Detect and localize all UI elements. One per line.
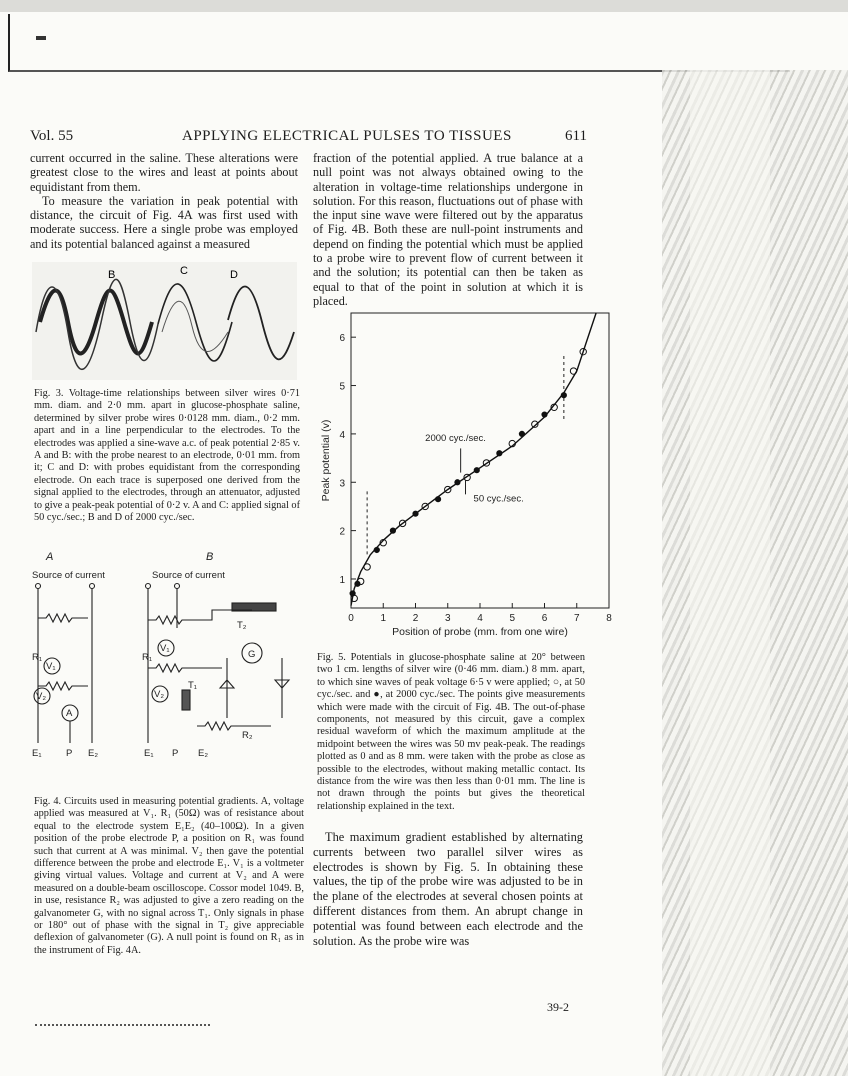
x-tick-label: 4: [477, 613, 483, 624]
r2-label: R₂: [242, 730, 253, 741]
figure-3-oscillogram: [32, 262, 297, 380]
data-point-2000: [519, 431, 524, 436]
x-tick-label: 0: [348, 613, 354, 624]
data-point-2000: [374, 547, 379, 552]
data-point-2000: [455, 480, 460, 485]
transformer-t1: [182, 690, 190, 710]
annotation-2000: 2000 cyc./sec.: [425, 433, 486, 445]
t2-label: T₂: [237, 620, 247, 631]
data-point-50: [570, 368, 576, 374]
y-tick-label: 4: [339, 429, 345, 441]
circuit-a-label: A: [46, 551, 54, 563]
figure-4-circuits: [32, 548, 302, 788]
fig3-label-b: B: [108, 269, 116, 281]
data-point-2000: [355, 581, 360, 586]
y-tick-label: 2: [339, 526, 345, 538]
page-number: 611: [565, 128, 587, 144]
right-column-text: [313, 151, 583, 308]
e1-label-b: E₁: [144, 748, 154, 759]
scan-right-edge-fade: [690, 70, 770, 1076]
theory-curve: [351, 313, 596, 606]
figure-5-caption: [317, 652, 585, 813]
r1-label-b: R₁: [142, 652, 153, 663]
fig3-label-c: C: [180, 265, 188, 277]
data-point-2000: [474, 468, 479, 473]
p-label-b: P: [172, 748, 179, 759]
data-point-2000: [413, 511, 418, 516]
data-point-2000: [561, 393, 566, 398]
annotation-50: 50 cyc./sec.: [473, 493, 524, 505]
volume: Vol. 55: [30, 128, 74, 144]
scan-mark: [36, 36, 46, 40]
source-b-label: Source of current: [152, 570, 225, 581]
x-tick-label: 7: [573, 613, 580, 624]
scan-top-edge: [0, 0, 848, 12]
data-point-2000: [390, 528, 395, 533]
x-tick-label: 5: [509, 613, 516, 624]
paragraph: To measure the variation in peak potential with distance, the circuit of Fig. 4A was first used with moderate success. Here a single probe was employed and its potential balanced against a measured: [30, 193, 298, 251]
running-header: [30, 128, 610, 148]
x-axis-label: Position of probe (mm. from one wire): [392, 626, 568, 638]
v2-label-b: V₂: [154, 689, 165, 700]
p-label-a: P: [66, 748, 73, 759]
e1-label-a: E₁: [32, 748, 42, 759]
running-title: APPLYING ELECTRICAL PULSES TO TISSUES: [182, 128, 512, 144]
caption-text: Fig. 4. Circuits used in measuring potential gradients. A, voltage applied was measured at V₁. R₁ (50Ω) was of resistance about equal to the electrode system E₁E₂ (40–100Ω). In a given position of the probe electrode P, a position on R₁ was found such that current at A was minimal. V₂ then gave the potential difference between the probe and electrode E₁. V₁ is a voltmeter giving virtual values. Voltage and current at V₂ and A were measured on a double-beam oscilloscope. Cossor model 1049. B, in use, resistance R₂ was adjusted to give a zero reading on the galvanometer G, with no signal across T₁. Only signals in phase or 180° out of phase with the signal in T₂ give appreciable deflexion of galvanometer (G). A null point is found on R₁ as in the instrument of Fig. 4A.: [34, 796, 304, 956]
figure-4-caption: [34, 796, 304, 957]
y-tick-label: 5: [339, 381, 345, 393]
x-tick-label: 1: [380, 613, 387, 624]
scan-bottom-mark: [35, 1020, 210, 1026]
x-tick-label: 6: [541, 613, 548, 624]
trace-c-thin: [162, 301, 228, 351]
a-label: A: [66, 708, 73, 719]
left-column-text: [30, 151, 298, 251]
v1-label: V₁: [46, 661, 56, 672]
scan-frame: [8, 14, 790, 72]
footer-signature: 39-2: [547, 1000, 569, 1014]
x-tick-label: 3: [444, 613, 451, 624]
circuit-b-label: B: [206, 551, 214, 563]
t1-label: T₁: [188, 680, 198, 691]
y-tick-label: 1: [339, 574, 345, 586]
data-point-50: [364, 564, 370, 570]
v2-label: V₂: [36, 691, 47, 702]
right-column-text-2: [313, 830, 583, 948]
data-point-2000: [350, 591, 355, 596]
fig3-label-d: D: [230, 269, 238, 281]
data-point-2000: [542, 412, 547, 417]
figure-3-caption: [34, 388, 300, 524]
y-tick-label: 6: [339, 333, 345, 345]
y-tick-label: 3: [339, 478, 345, 490]
x-tick-label: 2: [412, 613, 419, 624]
g-label: G: [248, 649, 256, 660]
caption-text: Fig. 5. Potentials in glucose-phosphate saline at 20° between two 1 cm. lengths of silver wire (0·46 mm. diam.) 8 mm. apart, to which sine waves of peak voltage 6·5 v were applied; ○, at 50 cyc./sec. and ●, at 2000 cyc./sec. The points give measurements which were made with the circuit of Fig. 4B. The out-of-phase components, not measured by this circuit, gave a complex residual waveform of which the maximum amplitude at the midpoint between the wires was 50 mv peak-peak. The readings plotted as 0 and as 8 mm. were taken with the probe as close as possible to the electrodes, without making metallic contact. Its distance from the wire was then less than 0·01 mm. The line is not drawn through the points but gives the theoretical relationship explained in the text.: [317, 652, 585, 812]
x-tick-label: 8: [606, 613, 612, 624]
data-point-2000: [497, 451, 502, 456]
data-point-2000: [435, 497, 440, 502]
source-a-label: Source of current: [32, 570, 105, 581]
caption-text: Fig. 3. Voltage-time relationships between silver wires 0·71 mm. diam. and 2·0 mm. apart in glucose-phosphate saline, determined by silver probe wires 0·0128 mm. diam., 0·2 mm. apart and in a line perpendicular to the electrodes. To the electrodes was applied a sine-wave a.c. of peak potential 2·85 v. A and B: with the probe nearest to an electrode, 0·01 mm. from it; C and D: with probes equidistant from the corresponding electrode. On each trace is superposed one derived from the signal applied to the electrodes, through an attenuator, adjusted to give a peak-peak potential of 0·2 v. A and C: applied signal of 50 cyc./sec.; B and D of 2000 cyc./sec.: [34, 388, 300, 524]
paragraph: current occurred in the saline. These alterations were greatest close to the wires and least at points about equidistant from them.: [30, 151, 298, 194]
trace-c: [158, 284, 232, 361]
r1-label: R₁: [32, 652, 43, 663]
trace-d: [228, 287, 294, 360]
e2-label-a: E₂: [88, 748, 99, 759]
paragraph: fraction of the potential applied. A true balance at a null point was not always obtained owing to the alteration in voltage-time relationships undergone in solution. For this reason, fluctuations out of phase with the input sine wave were filtered out by the apparatus of Fig. 4B. Both these are null-point instruments and depend on finding the potential which must be applied to a probe wire to prevent flow of current between it and the solution; its potential can then be taken as equal to that of the point in solution at which it is placed.: [313, 151, 583, 308]
y-axis-label: Peak potential (v): [320, 419, 332, 502]
paragraph: The maximum gradient established by alternating currents between two parallel silver wires as electrodes is shown by Fig. 5. In obtaining these values, the tip of the probe wire was adjusted to be in the plane of the electrodes at several chosen points at different distances from them. An abrupt change in potential was found between each electrode and the solution. As the probe wire was: [313, 830, 583, 948]
e2-label-b: E₂: [198, 748, 209, 759]
plot-frame: [351, 313, 609, 608]
v1-label-b: V₁: [160, 643, 170, 654]
figure-5-chart: [315, 303, 615, 648]
